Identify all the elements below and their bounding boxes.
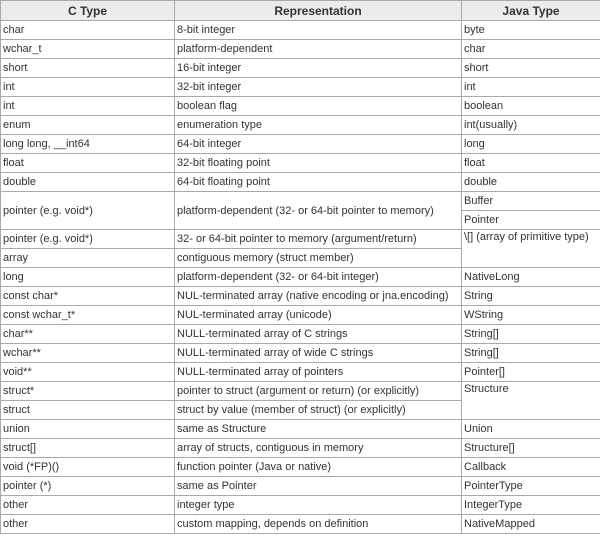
cell-representation: 32-bit floating point xyxy=(175,154,462,173)
cell-java-type: char xyxy=(462,40,600,59)
cell-java-type: int xyxy=(462,78,600,97)
cell-java-type: Structure[] xyxy=(462,439,600,458)
cell-c-type: char** xyxy=(1,325,175,344)
header-row xyxy=(1,1,600,21)
cell-java-type: \[] (array of primitive type) xyxy=(462,230,600,268)
cell-c-type: long long, __int64 xyxy=(1,135,175,154)
cell-representation: 32-bit integer xyxy=(175,78,462,97)
table-row xyxy=(1,173,600,192)
header-java-type: Java Type xyxy=(462,1,600,21)
cell-java-type: String[] xyxy=(462,325,600,344)
cell-c-type: wchar** xyxy=(1,344,175,363)
table-row xyxy=(1,97,600,116)
cell-representation: contiguous memory (struct member) xyxy=(175,249,462,268)
cell-representation: struct by value (member of struct) (or explicitly) xyxy=(175,401,462,420)
cell-c-type: void (*FP)() xyxy=(1,458,175,477)
cell-java-type: float xyxy=(462,154,600,173)
cell-representation: NULL-terminated array of pointers xyxy=(175,363,462,382)
cell-java-type: NativeMapped xyxy=(462,515,600,534)
table-row xyxy=(1,135,600,154)
cell-representation: pointer to struct (argument or return) (or explicitly) xyxy=(175,382,462,401)
table-row xyxy=(1,420,600,439)
cell-c-type: pointer (*) xyxy=(1,477,175,496)
cell-c-type: struct* xyxy=(1,382,175,401)
cell-java-type: WString xyxy=(462,306,600,325)
cell-representation: same as Pointer xyxy=(175,477,462,496)
cell-representation: custom mapping, depends on definition xyxy=(175,515,462,534)
cell-c-type: struct[] xyxy=(1,439,175,458)
cell-representation: NULL-terminated array of C strings xyxy=(175,325,462,344)
cell-c-type: float xyxy=(1,154,175,173)
table-row xyxy=(1,306,600,325)
cell-c-type: short xyxy=(1,59,175,78)
cell-representation: function pointer (Java or native) xyxy=(175,458,462,477)
table-row xyxy=(1,477,600,496)
header-c-type: C Type xyxy=(1,1,175,21)
cell-representation: 64-bit integer xyxy=(175,135,462,154)
table-row xyxy=(1,40,600,59)
table-row xyxy=(1,21,600,40)
cell-java-type: String xyxy=(462,287,600,306)
cell-representation: 64-bit floating point xyxy=(175,173,462,192)
table-row xyxy=(1,230,600,249)
table-row xyxy=(1,363,600,382)
cell-java-type: Callback xyxy=(462,458,600,477)
table-row xyxy=(1,116,600,135)
table-row xyxy=(1,496,600,515)
cell-java-type: String[] xyxy=(462,344,600,363)
cell-c-type: void** xyxy=(1,363,175,382)
table-row xyxy=(1,59,600,78)
cell-java-type: IntegerType xyxy=(462,496,600,515)
cell-java-type: NativeLong xyxy=(462,268,600,287)
cell-representation: NUL-terminated array (unicode) xyxy=(175,306,462,325)
header-representation: Representation xyxy=(175,1,462,21)
cell-java-type: byte xyxy=(462,21,600,40)
table-row xyxy=(1,458,600,477)
cell-java-type: boolean xyxy=(462,97,600,116)
cell-java-type: short xyxy=(462,59,600,78)
cell-c-type: const char* xyxy=(1,287,175,306)
cell-java-type: Union xyxy=(462,420,600,439)
cell-java-type: Buffer xyxy=(462,192,600,211)
cell-c-type: enum xyxy=(1,116,175,135)
cell-representation: integer type xyxy=(175,496,462,515)
cell-c-type: other xyxy=(1,515,175,534)
table-row xyxy=(1,382,600,401)
cell-representation: platform-dependent xyxy=(175,40,462,59)
cell-java-type: Pointer xyxy=(462,211,600,230)
table-row xyxy=(1,287,600,306)
cell-representation: enumeration type xyxy=(175,116,462,135)
table-row xyxy=(1,154,600,173)
cell-representation: NULL-terminated array of wide C strings xyxy=(175,344,462,363)
cell-c-type: char xyxy=(1,21,175,40)
table-row xyxy=(1,515,600,534)
cell-representation: NUL-terminated array (native encoding or jna.encoding) xyxy=(175,287,462,306)
cell-java-type: int(usually) xyxy=(462,116,600,135)
cell-c-type: pointer (e.g. void*) xyxy=(1,230,175,249)
cell-java-type: Structure xyxy=(462,382,600,420)
cell-java-type: PointerType xyxy=(462,477,600,496)
cell-c-type: const wchar_t* xyxy=(1,306,175,325)
cell-representation: same as Structure xyxy=(175,420,462,439)
cell-c-type: other xyxy=(1,496,175,515)
table-row xyxy=(1,439,600,458)
table-row xyxy=(1,192,600,211)
cell-c-type: long xyxy=(1,268,175,287)
cell-representation: 32- or 64-bit pointer to memory (argument/return) xyxy=(175,230,462,249)
table-row xyxy=(1,344,600,363)
table-row xyxy=(1,325,600,344)
cell-c-type: double xyxy=(1,173,175,192)
cell-c-type: struct xyxy=(1,401,175,420)
cell-representation: 8-bit integer xyxy=(175,21,462,40)
cell-c-type: array xyxy=(1,249,175,268)
cell-representation: platform-dependent (32- or 64-bit integer) xyxy=(175,268,462,287)
cell-c-type: pointer (e.g. void*) xyxy=(1,192,175,230)
table-row xyxy=(1,268,600,287)
cell-c-type: int xyxy=(1,78,175,97)
table-row xyxy=(1,78,600,97)
cell-representation: boolean flag xyxy=(175,97,462,116)
cell-c-type: union xyxy=(1,420,175,439)
cell-java-type: long xyxy=(462,135,600,154)
cell-c-type: int xyxy=(1,97,175,116)
cell-c-type: wchar_t xyxy=(1,40,175,59)
cell-representation: platform-dependent (32- or 64-bit pointer to memory) xyxy=(175,192,462,230)
cell-java-type: Pointer[] xyxy=(462,363,600,382)
cell-representation: 16-bit integer xyxy=(175,59,462,78)
cell-representation: array of structs, contiguous in memory xyxy=(175,439,462,458)
cell-java-type: double xyxy=(462,173,600,192)
